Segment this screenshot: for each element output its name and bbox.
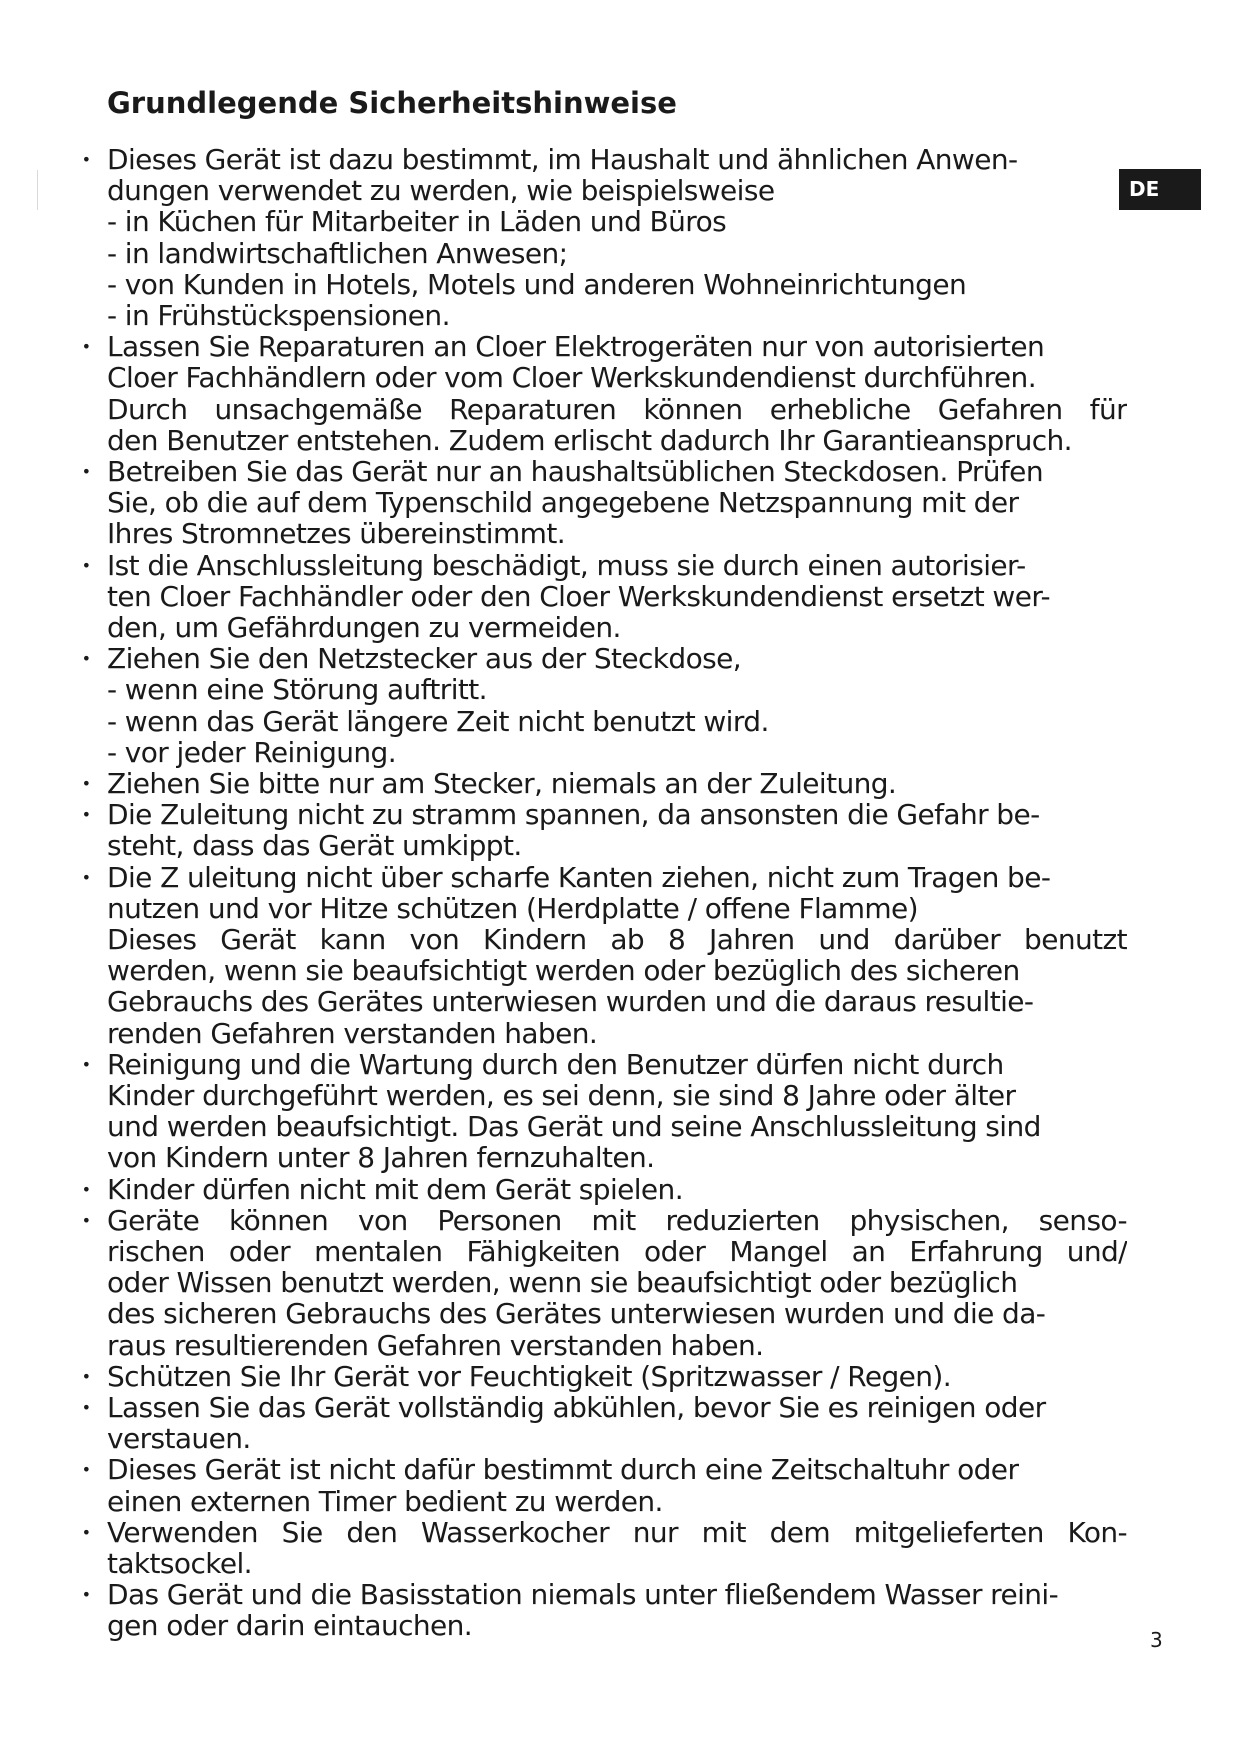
list-item (107, 924, 1127, 1049)
list-item (81, 1516, 1127, 1581)
bullet-icon: • (81, 1179, 91, 1199)
text-line: und werden beaufsichtigt. Das Gerät und seine Anschlussleitung sind (107, 1110, 1041, 1144)
list-item (81, 798, 1127, 863)
text-line: den Benutzer entstehen. Zudem erlischt dadurch Ihr Garantieanspruch. (107, 423, 1072, 457)
bullet-icon: • (81, 337, 91, 357)
text-line: Verwenden Sie den Wasserkocher nur mit dem mitgelieferten Kon- (107, 1516, 1127, 1549)
text-line: Reinigung und die Wartung durch den Benutzer dürfen nicht durch (107, 1047, 1004, 1081)
text-line: Ziehen Sie den Netzstecker aus der Steckdose, (107, 642, 742, 676)
bullet-icon: • (81, 1210, 91, 1230)
list-item (81, 330, 1127, 457)
text-line: Kinder durchgeführt werden, es sei denn, sie sind 8 Jahre oder älter (107, 1079, 1016, 1113)
bullet-icon: • (81, 774, 91, 794)
list-item (81, 1204, 1127, 1362)
text-line: Kinder dürfen nicht mit dem Gerät spielen. (107, 1172, 684, 1206)
text-line: ten Cloer Fachhändler oder den Cloer Werkskundendienst ersetzt wer- (107, 579, 1050, 613)
text-line: nutzen und vor Hitze schützen (Herdplatte / offene Flamme) (107, 891, 918, 925)
text-line: Das Gerät und die Basisstation niemals unter fließendem Wasser reini- (107, 1578, 1059, 1612)
text-line: dungen verwendet zu werden, wie beispielsweise (107, 174, 775, 208)
bullet-icon: • (81, 867, 91, 887)
text-line: - in landwirtschaftlichen Anwesen; (107, 236, 568, 270)
list-item (81, 767, 1127, 801)
bullet-icon: • (81, 462, 91, 482)
bullet-icon: • (81, 150, 91, 169)
text-line: Betreiben Sie das Gerät nur an haushaltsüblichen Steckdosen. Prüfen (107, 455, 1043, 489)
text-line: verstauen. (107, 1422, 251, 1456)
text-line: Dieses Gerät kann von Kindern ab 8 Jahren und darüber benutzt (107, 924, 1127, 956)
text-line: des sicheren Gebrauchs des Gerätes unterwiesen wurden und die da- (107, 1297, 1046, 1331)
text-line: Durch unsachgemäße Reparaturen können erhebliche Gefahren für (107, 393, 1127, 425)
list-item (81, 143, 1127, 333)
text-line: rischen oder mentalen Fähigkeiten oder Mangel an Erfahrung und/ (107, 1236, 1127, 1268)
page-title: Grundlegende Sicherheitshinweise (107, 86, 677, 120)
margin-mark (37, 170, 38, 210)
bullet-icon: • (81, 649, 91, 669)
text-line: raus resultierenden Gefahren verstanden haben. (107, 1328, 764, 1362)
bullet-icon: • (81, 1054, 91, 1074)
list-item (81, 1453, 1127, 1518)
list-item (81, 642, 1127, 769)
text-line: Sie, ob die auf dem Typenschild angegebene Netzspannung mit der (107, 486, 1019, 520)
bullet-icon: • (81, 1366, 91, 1386)
bullet-icon: • (81, 1460, 91, 1480)
text-line: taktsockel. (107, 1547, 252, 1581)
text-line: von Kindern unter 8 Jahren fernzuhalten. (107, 1141, 655, 1175)
safety-instructions-list (81, 143, 1127, 1643)
bullet-icon: • (81, 805, 91, 825)
list-item (81, 1047, 1127, 1175)
text-line: den, um Gefährdungen zu vermeiden. (107, 611, 621, 645)
list-item (81, 455, 1127, 551)
bullet-icon: • (81, 1522, 91, 1542)
list-item (81, 1578, 1127, 1643)
text-line: Lassen Sie das Gerät vollständig abkühlen, bevor Sie es reinigen oder (107, 1391, 1046, 1425)
text-line: - in Frühstückspensionen. (107, 299, 450, 333)
page-number: 3 (1150, 1628, 1163, 1652)
text-line: Dieses Gerät ist dazu bestimmt, im Haushalt und ähnlichen Anwen- (107, 143, 1018, 176)
list-item (81, 1359, 1127, 1393)
text-line: oder Wissen benutzt werden, wenn sie beaufsichtigt oder bezüglich (107, 1266, 1018, 1300)
text-line: Lassen Sie Reparaturen an Cloer Elektrogeräten nur von autorisierten (107, 330, 1045, 364)
text-line: renden Gefahren verstanden haben. (107, 1016, 598, 1050)
text-line: Cloer Fachhändlern oder vom Cloer Werkskundendienst durchführen. (107, 361, 1036, 395)
text-line: Dieses Gerät ist nicht dafür bestimmt durch eine Zeitschaltuhr oder (107, 1453, 1019, 1487)
list-item (81, 1172, 1127, 1206)
text-line: - von Kunden in Hotels, Motels und anderen Wohneinrichtungen (107, 267, 967, 301)
text-line: Gebrauchs des Gerätes unterwiesen wurden und die daraus resultie- (107, 985, 1034, 1019)
text-line: Ziehen Sie bitte nur am Stecker, niemals an der Zuleitung. (107, 767, 897, 801)
text-line: Ist die Anschlussleitung beschädigt, muss sie durch einen autorisier- (107, 548, 1026, 582)
text-line: Ihres Stromnetzes übereinstimmt. (107, 517, 566, 551)
text-line: - in Küchen für Mitarbeiter in Läden und Büros (107, 205, 727, 239)
bullet-icon: • (81, 1398, 91, 1418)
list-item (81, 1391, 1127, 1456)
text-line: - wenn das Gerät längere Zeit nicht benutzt wird. (107, 704, 769, 738)
bullet-icon: • (81, 1585, 91, 1605)
list-item (81, 548, 1127, 645)
text-line: Die Z uleitung nicht über scharfe Kanten ziehen, nicht zum Tragen be- (107, 860, 1051, 894)
text-line: werden, wenn sie beaufsichtigt werden oder bezüglich des sicheren (107, 954, 1020, 988)
list-item (81, 860, 1127, 925)
text-line: - vor jeder Reinigung. (107, 735, 397, 769)
text-line: steht, dass das Gerät umkippt. (107, 829, 522, 863)
text-line: Schützen Sie Ihr Gerät vor Feuchtigkeit (Spritzwasser / Regen). (107, 1359, 952, 1393)
text-line: Geräte können von Personen mit reduzierten physischen, senso- (107, 1204, 1127, 1237)
language-tab: DE (1119, 169, 1201, 210)
text-line: - wenn eine Störung auftritt. (107, 673, 487, 707)
text-line: einen externen Timer bedient zu werden. (107, 1484, 663, 1518)
text-line: Die Zuleitung nicht zu stramm spannen, da ansonsten die Gefahr be- (107, 798, 1040, 832)
bullet-icon: • (81, 555, 91, 575)
text-line: gen oder darin eintauchen. (107, 1609, 473, 1643)
